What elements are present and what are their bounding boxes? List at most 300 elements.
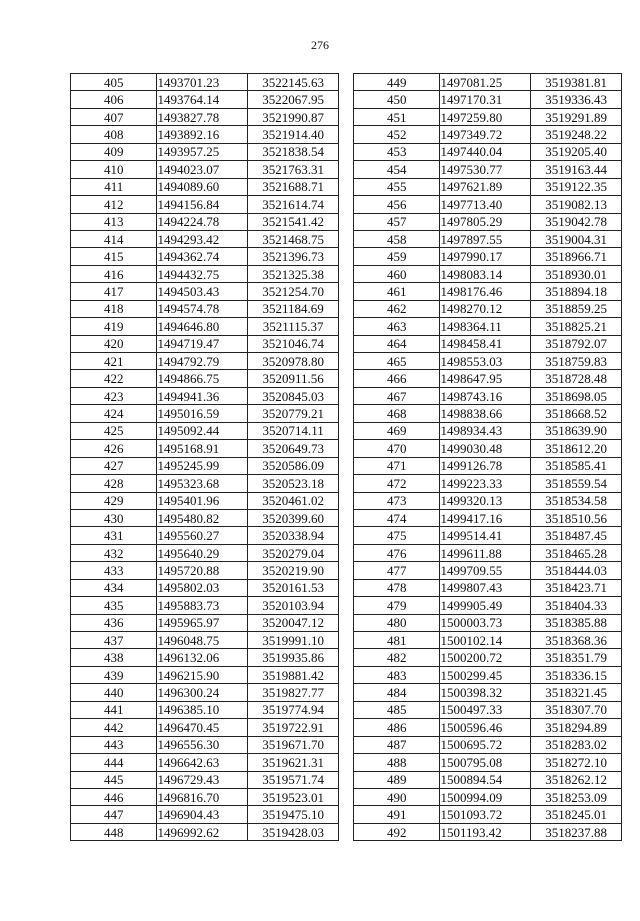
x-coordinate-cell: 1495092.44 <box>157 422 248 439</box>
x-coordinate-cell: 1494719.47 <box>157 335 248 352</box>
y-coordinate-cell: 3518487.45 <box>531 527 622 544</box>
table-row <box>71 632 339 649</box>
y-coordinate-cell: 3518351.79 <box>531 649 622 666</box>
y-coordinate-cell: 3521046.74 <box>248 335 339 352</box>
x-coordinate-cell: 1494023.07 <box>157 161 248 178</box>
x-coordinate-cell: 1498743.16 <box>440 387 531 404</box>
point-number-cell: 428 <box>71 475 157 492</box>
y-coordinate-cell: 3518245.01 <box>531 806 622 823</box>
point-number-cell: 463 <box>354 318 440 335</box>
x-coordinate-cell: 1499126.78 <box>440 457 531 474</box>
point-number-cell: 427 <box>71 457 157 474</box>
table-row <box>354 823 622 840</box>
x-coordinate-cell: 1497713.40 <box>440 196 531 213</box>
table-row <box>354 614 622 631</box>
x-coordinate-cell: 1500102.14 <box>440 632 531 649</box>
point-number-cell: 483 <box>354 666 440 683</box>
x-coordinate-cell: 1500695.72 <box>440 736 531 753</box>
point-number-cell: 465 <box>354 353 440 370</box>
x-coordinate-cell: 1495480.82 <box>157 509 248 526</box>
y-coordinate-cell: 3520161.53 <box>248 579 339 596</box>
point-number-cell: 472 <box>354 475 440 492</box>
table-row <box>354 387 622 404</box>
point-number-cell: 432 <box>71 544 157 561</box>
y-coordinate-cell: 3520279.04 <box>248 544 339 561</box>
table-row <box>71 649 339 666</box>
x-coordinate-cell: 1500994.09 <box>440 788 531 805</box>
x-coordinate-cell: 1498458.41 <box>440 335 531 352</box>
x-coordinate-cell: 1497805.29 <box>440 213 531 230</box>
table-row <box>354 213 622 230</box>
point-number-cell: 405 <box>71 74 157 91</box>
y-coordinate-cell: 3518321.45 <box>531 684 622 701</box>
point-number-cell: 441 <box>71 701 157 718</box>
table-row <box>354 300 622 317</box>
point-number-cell: 423 <box>71 387 157 404</box>
point-number-cell: 466 <box>354 370 440 387</box>
x-coordinate-cell: 1501193.42 <box>440 823 531 840</box>
table-row <box>71 91 339 108</box>
table-row <box>71 422 339 439</box>
table-row <box>71 213 339 230</box>
x-coordinate-cell: 1494293.42 <box>157 230 248 247</box>
point-number-cell: 419 <box>71 318 157 335</box>
x-coordinate-cell: 1493701.23 <box>157 74 248 91</box>
table-row <box>71 579 339 596</box>
table-row <box>354 771 622 788</box>
table-row <box>71 754 339 771</box>
y-coordinate-cell: 3520649.73 <box>248 440 339 457</box>
point-number-cell: 486 <box>354 719 440 736</box>
table-row <box>354 457 622 474</box>
x-coordinate-cell: 1495168.91 <box>157 440 248 457</box>
x-coordinate-cell: 1497349.72 <box>440 126 531 143</box>
point-number-cell: 436 <box>71 614 157 631</box>
x-coordinate-cell: 1497259.80 <box>440 108 531 125</box>
x-coordinate-cell: 1499514.41 <box>440 527 531 544</box>
table-row <box>71 74 339 91</box>
x-coordinate-cell: 1497081.25 <box>440 74 531 91</box>
table-row <box>354 701 622 718</box>
y-coordinate-cell: 3518307.70 <box>531 701 622 718</box>
point-number-cell: 417 <box>71 283 157 300</box>
y-coordinate-cell: 3520714.11 <box>248 422 339 439</box>
x-coordinate-cell: 1495720.88 <box>157 562 248 579</box>
table-row <box>354 230 622 247</box>
y-coordinate-cell: 3519621.31 <box>248 754 339 771</box>
table-row <box>354 405 622 422</box>
y-coordinate-cell: 3519475.10 <box>248 806 339 823</box>
table-row <box>71 178 339 195</box>
x-coordinate-cell: 1494362.74 <box>157 248 248 265</box>
y-coordinate-cell: 3519935.86 <box>248 649 339 666</box>
point-number-cell: 471 <box>354 457 440 474</box>
y-coordinate-cell: 3520461.02 <box>248 492 339 509</box>
point-number-cell: 474 <box>354 509 440 526</box>
point-number-cell: 431 <box>71 527 157 544</box>
x-coordinate-cell: 1496132.06 <box>157 649 248 666</box>
y-coordinate-cell: 3518585.41 <box>531 457 622 474</box>
point-number-cell: 469 <box>354 422 440 439</box>
point-number-cell: 420 <box>71 335 157 352</box>
table-row <box>71 457 339 474</box>
point-number-cell: 456 <box>354 196 440 213</box>
table-row <box>354 597 622 614</box>
point-number-cell: 459 <box>354 248 440 265</box>
y-coordinate-cell: 3519881.42 <box>248 666 339 683</box>
point-number-cell: 478 <box>354 579 440 596</box>
y-coordinate-cell: 3520338.94 <box>248 527 339 544</box>
table-row <box>354 161 622 178</box>
table-row <box>71 475 339 492</box>
x-coordinate-cell: 1494866.75 <box>157 370 248 387</box>
point-number-cell: 455 <box>354 178 440 195</box>
point-number-cell: 460 <box>354 265 440 282</box>
y-coordinate-cell: 3518262.12 <box>531 771 622 788</box>
y-coordinate-cell: 3518444.03 <box>531 562 622 579</box>
y-coordinate-cell: 3520523.18 <box>248 475 339 492</box>
table-row <box>354 666 622 683</box>
y-coordinate-cell: 3518825.21 <box>531 318 622 335</box>
x-coordinate-cell: 1498934.43 <box>440 422 531 439</box>
x-coordinate-cell: 1497170.31 <box>440 91 531 108</box>
y-coordinate-cell: 3520047.12 <box>248 614 339 631</box>
y-coordinate-cell: 3519991.10 <box>248 632 339 649</box>
x-coordinate-cell: 1498553.03 <box>440 353 531 370</box>
point-number-cell: 443 <box>71 736 157 753</box>
point-number-cell: 412 <box>71 196 157 213</box>
x-coordinate-cell: 1495965.97 <box>157 614 248 631</box>
y-coordinate-cell: 3522145.63 <box>248 74 339 91</box>
point-number-cell: 447 <box>71 806 157 823</box>
x-coordinate-cell: 1497621.89 <box>440 178 531 195</box>
x-coordinate-cell: 1500596.46 <box>440 719 531 736</box>
table-row <box>354 684 622 701</box>
x-coordinate-cell: 1499320.13 <box>440 492 531 509</box>
y-coordinate-cell: 3519671.70 <box>248 736 339 753</box>
x-coordinate-cell: 1498083.14 <box>440 265 531 282</box>
table-row <box>71 143 339 160</box>
table-row <box>354 492 622 509</box>
y-coordinate-cell: 3519205.40 <box>531 143 622 160</box>
x-coordinate-cell: 1499030.48 <box>440 440 531 457</box>
y-coordinate-cell: 3518534.58 <box>531 492 622 509</box>
table-row <box>354 335 622 352</box>
y-coordinate-cell: 3519523.01 <box>248 788 339 805</box>
table-row <box>354 527 622 544</box>
point-number-cell: 424 <box>71 405 157 422</box>
y-coordinate-cell: 3519571.74 <box>248 771 339 788</box>
x-coordinate-cell: 1498364.11 <box>440 318 531 335</box>
point-number-cell: 451 <box>354 108 440 125</box>
x-coordinate-cell: 1496904.43 <box>157 806 248 823</box>
point-number-cell: 407 <box>71 108 157 125</box>
y-coordinate-cell: 3518668.52 <box>531 405 622 422</box>
x-coordinate-cell: 1495802.03 <box>157 579 248 596</box>
y-coordinate-cell: 3519082.13 <box>531 196 622 213</box>
x-coordinate-cell: 1494156.84 <box>157 196 248 213</box>
y-coordinate-cell: 3519774.94 <box>248 701 339 718</box>
y-coordinate-cell: 3519122.35 <box>531 178 622 195</box>
x-coordinate-cell: 1497530.77 <box>440 161 531 178</box>
point-number-cell: 414 <box>71 230 157 247</box>
x-coordinate-cell: 1494941.36 <box>157 387 248 404</box>
point-number-cell: 480 <box>354 614 440 631</box>
point-number-cell: 473 <box>354 492 440 509</box>
x-coordinate-cell: 1494089.60 <box>157 178 248 195</box>
table-row <box>71 108 339 125</box>
x-coordinate-cell: 1500003.73 <box>440 614 531 631</box>
table-row <box>354 475 622 492</box>
y-coordinate-cell: 3519291.89 <box>531 108 622 125</box>
x-coordinate-cell: 1496642.63 <box>157 754 248 771</box>
y-coordinate-cell: 3522067.95 <box>248 91 339 108</box>
point-number-cell: 413 <box>71 213 157 230</box>
x-coordinate-cell: 1497440.04 <box>440 143 531 160</box>
point-number-cell: 457 <box>354 213 440 230</box>
table-row <box>354 370 622 387</box>
point-number-cell: 422 <box>71 370 157 387</box>
x-coordinate-cell: 1498270.12 <box>440 300 531 317</box>
x-coordinate-cell: 1493764.14 <box>157 91 248 108</box>
point-number-cell: 490 <box>354 788 440 805</box>
table-row <box>354 126 622 143</box>
table-row <box>71 509 339 526</box>
table-row <box>71 684 339 701</box>
table-row <box>354 353 622 370</box>
table-row <box>71 248 339 265</box>
point-number-cell: 475 <box>354 527 440 544</box>
y-coordinate-cell: 3520845.03 <box>248 387 339 404</box>
point-number-cell: 437 <box>71 632 157 649</box>
y-coordinate-cell: 3520399.60 <box>248 509 339 526</box>
y-coordinate-cell: 3519004.31 <box>531 230 622 247</box>
table-row <box>71 318 339 335</box>
table-row <box>354 422 622 439</box>
point-number-cell: 450 <box>354 91 440 108</box>
y-coordinate-cell: 3521914.40 <box>248 126 339 143</box>
table-row <box>354 265 622 282</box>
table-row <box>71 300 339 317</box>
table-row <box>354 632 622 649</box>
table-row <box>354 754 622 771</box>
table-row <box>354 108 622 125</box>
y-coordinate-cell: 3520911.56 <box>248 370 339 387</box>
point-number-cell: 489 <box>354 771 440 788</box>
table-row <box>354 248 622 265</box>
point-number-cell: 439 <box>71 666 157 683</box>
y-coordinate-cell: 3518423.71 <box>531 579 622 596</box>
x-coordinate-cell: 1496992.62 <box>157 823 248 840</box>
point-number-cell: 418 <box>71 300 157 317</box>
y-coordinate-cell: 3519248.22 <box>531 126 622 143</box>
table-row <box>71 771 339 788</box>
point-number-cell: 449 <box>354 74 440 91</box>
x-coordinate-cell: 1495640.29 <box>157 544 248 561</box>
x-coordinate-cell: 1500894.54 <box>440 771 531 788</box>
point-number-cell: 435 <box>71 597 157 614</box>
y-coordinate-cell: 3518759.83 <box>531 353 622 370</box>
point-number-cell: 434 <box>71 579 157 596</box>
table-row <box>354 509 622 526</box>
point-number-cell: 410 <box>71 161 157 178</box>
y-coordinate-cell: 3520779.21 <box>248 405 339 422</box>
y-coordinate-cell: 3521763.31 <box>248 161 339 178</box>
y-coordinate-cell: 3519428.03 <box>248 823 339 840</box>
x-coordinate-cell: 1501093.72 <box>440 806 531 823</box>
x-coordinate-cell: 1496300.24 <box>157 684 248 701</box>
x-coordinate-cell: 1497990.17 <box>440 248 531 265</box>
point-number-cell: 425 <box>71 422 157 439</box>
y-coordinate-cell: 3521688.71 <box>248 178 339 195</box>
y-coordinate-cell: 3518559.54 <box>531 475 622 492</box>
y-coordinate-cell: 3521541.42 <box>248 213 339 230</box>
x-coordinate-cell: 1495245.99 <box>157 457 248 474</box>
table-row <box>71 614 339 631</box>
x-coordinate-cell: 1497897.55 <box>440 230 531 247</box>
x-coordinate-cell: 1500795.08 <box>440 754 531 771</box>
x-coordinate-cell: 1496556.30 <box>157 736 248 753</box>
x-coordinate-cell: 1493892.16 <box>157 126 248 143</box>
point-number-cell: 485 <box>354 701 440 718</box>
point-number-cell: 421 <box>71 353 157 370</box>
x-coordinate-cell: 1495560.27 <box>157 527 248 544</box>
x-coordinate-cell: 1496729.43 <box>157 771 248 788</box>
point-number-cell: 409 <box>71 143 157 160</box>
table-row <box>354 806 622 823</box>
point-number-cell: 453 <box>354 143 440 160</box>
x-coordinate-cell: 1498647.95 <box>440 370 531 387</box>
y-coordinate-cell: 3518385.88 <box>531 614 622 631</box>
point-number-cell: 444 <box>71 754 157 771</box>
table-row <box>354 544 622 561</box>
point-number-cell: 468 <box>354 405 440 422</box>
x-coordinate-cell: 1495016.59 <box>157 405 248 422</box>
y-coordinate-cell: 3519381.81 <box>531 74 622 91</box>
y-coordinate-cell: 3518368.36 <box>531 632 622 649</box>
x-coordinate-cell: 1496470.45 <box>157 719 248 736</box>
point-number-cell: 452 <box>354 126 440 143</box>
x-coordinate-cell: 1493957.25 <box>157 143 248 160</box>
table-row <box>354 579 622 596</box>
y-coordinate-cell: 3519042.78 <box>531 213 622 230</box>
y-coordinate-cell: 3521468.75 <box>248 230 339 247</box>
x-coordinate-cell: 1494432.75 <box>157 265 248 282</box>
y-coordinate-cell: 3518792.07 <box>531 335 622 352</box>
table-row <box>71 196 339 213</box>
point-number-cell: 445 <box>71 771 157 788</box>
y-coordinate-cell: 3518294.89 <box>531 719 622 736</box>
x-coordinate-cell: 1493827.78 <box>157 108 248 125</box>
point-number-cell: 482 <box>354 649 440 666</box>
table-row <box>354 649 622 666</box>
point-number-cell: 442 <box>71 719 157 736</box>
y-coordinate-cell: 3518465.28 <box>531 544 622 561</box>
x-coordinate-cell: 1494224.78 <box>157 213 248 230</box>
y-coordinate-cell: 3521184.69 <box>248 300 339 317</box>
coordinates-table-right <box>353 73 622 841</box>
point-number-cell: 448 <box>71 823 157 840</box>
point-number-cell: 477 <box>354 562 440 579</box>
table-row <box>71 527 339 544</box>
point-number-cell: 458 <box>354 230 440 247</box>
y-coordinate-cell: 3521396.73 <box>248 248 339 265</box>
table-row <box>71 387 339 404</box>
x-coordinate-cell: 1496385.10 <box>157 701 248 718</box>
table-row <box>71 335 339 352</box>
table-row <box>354 143 622 160</box>
x-coordinate-cell: 1494646.80 <box>157 318 248 335</box>
y-coordinate-cell: 3519722.91 <box>248 719 339 736</box>
point-number-cell: 461 <box>354 283 440 300</box>
y-coordinate-cell: 3518510.56 <box>531 509 622 526</box>
x-coordinate-cell: 1496215.90 <box>157 666 248 683</box>
page-number: 276 <box>311 38 329 52</box>
table-row <box>71 562 339 579</box>
point-number-cell: 454 <box>354 161 440 178</box>
x-coordinate-cell: 1499223.33 <box>440 475 531 492</box>
table-row <box>71 370 339 387</box>
x-coordinate-cell: 1499417.16 <box>440 509 531 526</box>
y-coordinate-cell: 3520586.09 <box>248 457 339 474</box>
point-number-cell: 446 <box>71 788 157 805</box>
table-row <box>71 161 339 178</box>
point-number-cell: 430 <box>71 509 157 526</box>
table-row <box>71 736 339 753</box>
x-coordinate-cell: 1500200.72 <box>440 649 531 666</box>
y-coordinate-cell: 3520219.90 <box>248 562 339 579</box>
point-number-cell: 433 <box>71 562 157 579</box>
point-number-cell: 476 <box>354 544 440 561</box>
point-number-cell: 464 <box>354 335 440 352</box>
point-number-cell: 415 <box>71 248 157 265</box>
table-row <box>71 353 339 370</box>
table-row <box>354 318 622 335</box>
x-coordinate-cell: 1500299.45 <box>440 666 531 683</box>
point-number-cell: 488 <box>354 754 440 771</box>
point-number-cell: 440 <box>71 684 157 701</box>
table-row <box>354 788 622 805</box>
x-coordinate-cell: 1494503.43 <box>157 283 248 300</box>
table-row <box>354 562 622 579</box>
table-row <box>71 788 339 805</box>
y-coordinate-cell: 3519163.44 <box>531 161 622 178</box>
y-coordinate-cell: 3519827.77 <box>248 684 339 701</box>
point-number-cell: 408 <box>71 126 157 143</box>
y-coordinate-cell: 3521614.74 <box>248 196 339 213</box>
point-number-cell: 484 <box>354 684 440 701</box>
point-number-cell: 426 <box>71 440 157 457</box>
x-coordinate-cell: 1494574.78 <box>157 300 248 317</box>
table-row <box>71 823 339 840</box>
table-row <box>71 265 339 282</box>
y-coordinate-cell: 3518728.48 <box>531 370 622 387</box>
table-row <box>354 719 622 736</box>
point-number-cell: 487 <box>354 736 440 753</box>
table-row <box>354 283 622 300</box>
table-row <box>71 701 339 718</box>
point-number-cell: 481 <box>354 632 440 649</box>
point-number-cell: 470 <box>354 440 440 457</box>
x-coordinate-cell: 1495401.96 <box>157 492 248 509</box>
table-row <box>71 806 339 823</box>
table-row <box>354 440 622 457</box>
table-row <box>71 230 339 247</box>
y-coordinate-cell: 3521325.38 <box>248 265 339 282</box>
table-row <box>354 74 622 91</box>
x-coordinate-cell: 1499611.88 <box>440 544 531 561</box>
y-coordinate-cell: 3521990.87 <box>248 108 339 125</box>
